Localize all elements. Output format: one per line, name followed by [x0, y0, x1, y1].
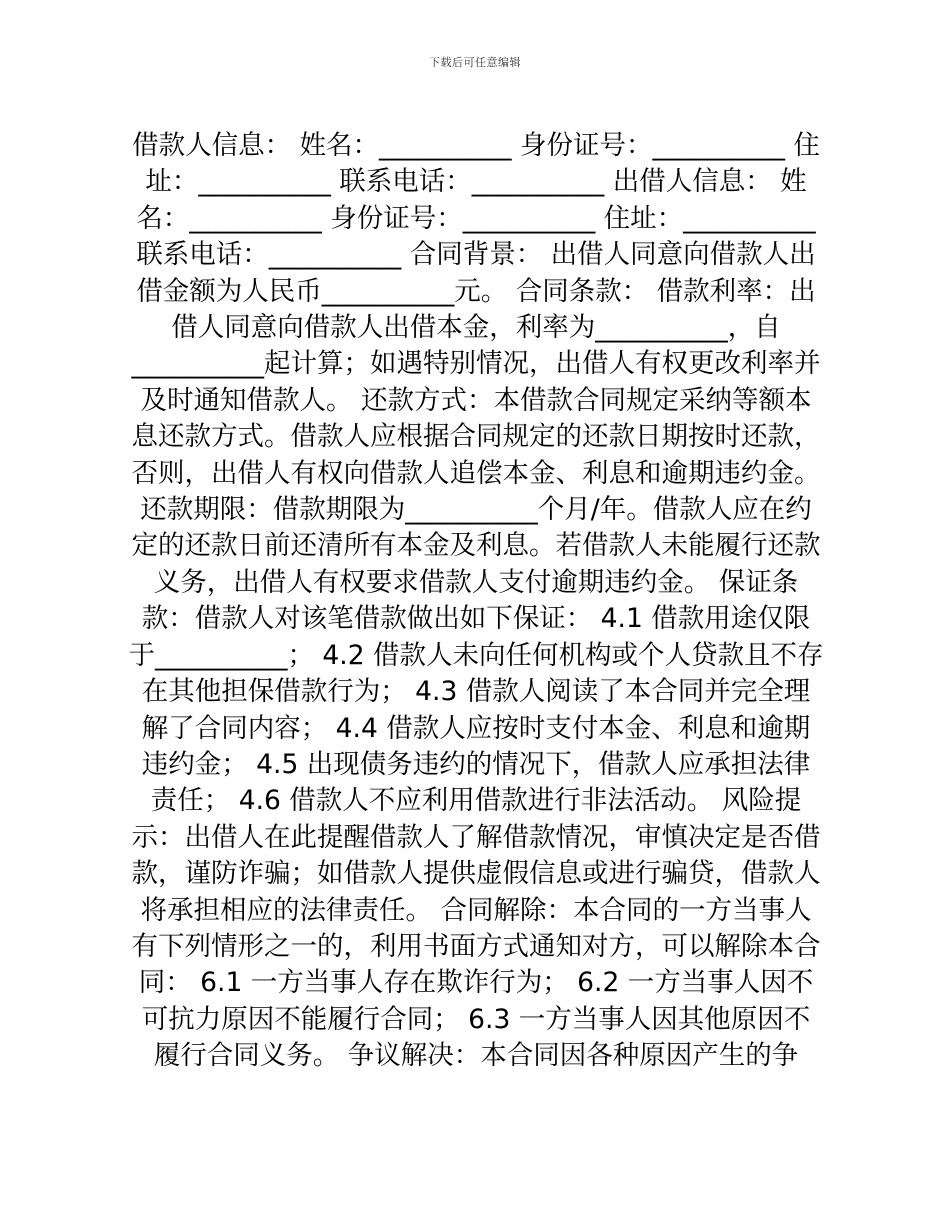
text-line: 有下列情形之一的，利用书面方式通知对方，可以解除本合 — [131, 930, 821, 962]
text-line: 示：出借人在此提醒借款人了解借款情况，审慎决定是否借 — [131, 821, 821, 853]
text-line: 违约金； 4.5 出现债务违约的情况下，借款人应承担法律 — [141, 748, 811, 780]
text-line: 及时通知借款人。 还款方式：本借款合同规定采纳等额本 — [140, 384, 812, 416]
text-line: 义务，出借人有权要求借款人支付逾期违约金。 保证条 — [153, 566, 799, 598]
text-line: 联系电话：__________ 合同背景： 出借人同意向借款人出 — [136, 239, 816, 271]
text-line: 借款人信息： 姓名：__________ 身份证号：__________ 住 — [132, 130, 820, 161]
text-line: 名：__________ 身份证号：__________ 住址：__________ — [136, 202, 816, 234]
text-line: 于__________； 4.2 借款人未向任何机构或个人贷款且不存 — [128, 639, 824, 671]
text-line: 履行合同义务。 争议解决：本合同因各种原因产生的争 — [153, 1040, 799, 1072]
text-line: 否则，出借人有权向借款人追偿本金、利息和逾期违约金。 — [131, 457, 821, 489]
text-line: 款，谨防诈骗；如借款人提供虚假信息或进行骗贷，借款人 — [131, 858, 821, 890]
text-line: 解了合同内容； 4.4 借款人应按时支付本金、利息和逾期 — [141, 712, 811, 744]
text-line: 定的还款日前还清所有本金及利息。若借款人未能履行还款 — [131, 530, 821, 562]
text-line: 责任； 4.6 借款人不应利用借款进行非法活动。 风险提 — [150, 785, 802, 817]
text-line: 借人同意向借款人出借本金，利率为__________，自 — [171, 312, 781, 344]
text-line: 在其他担保借款行为； 4.3 借款人阅读了本合同并完全理 — [141, 676, 811, 708]
text-line: 将承担相应的法律责任。 合同解除：本合同的一方当事人 — [140, 894, 812, 926]
text-line: __________起计算；如遇特别情况，出借人有权更改利率并 — [131, 348, 821, 380]
text-line: 可抗力原因不能履行合同； 6.3 一方当事人因其他原因不 — [141, 1003, 811, 1035]
text-line: 还款期限：借款期限为__________个月/年。借款人应在约 — [140, 494, 812, 526]
text-line: 息还款方式。借款人应根据合同规定的还款日期按时还款， — [131, 421, 821, 453]
text-line: 借金额为人民币__________元。 合同条款： 借款利率：出 — [136, 275, 816, 307]
document-body — [112, 128, 840, 1075]
text-line: 同： 6.1 一方当事人存在欺诈行为； 6.2 一方当事人因不 — [138, 967, 814, 999]
text-line: 款：借款人对该笔借款做出如下保证： 4.1 借款用途仅限 — [141, 603, 811, 635]
text-line: 址：__________ 联系电话：__________ 出借人信息： 姓 — [145, 166, 807, 198]
page-header-note: 下载后可任意编辑 — [429, 56, 521, 69]
